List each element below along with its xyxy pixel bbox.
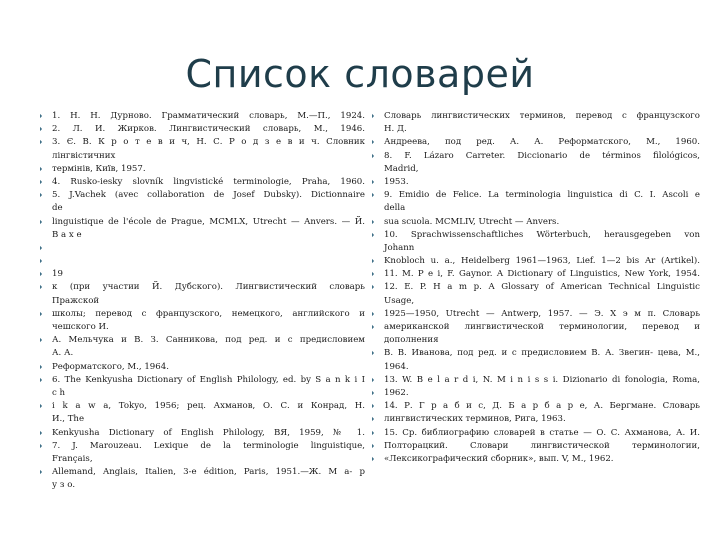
- list-item: [40, 110, 365, 123]
- bullet-icon: [372, 271, 374, 277]
- list-item-text: лингвистических терминов, Рига, 1963.: [384, 414, 566, 425]
- list-item-text: Полторацкий. Словари лингвистической терминологии,: [384, 440, 700, 451]
- list-item: [372, 321, 700, 334]
- list-item: [372, 361, 700, 374]
- bullet-icon: [40, 311, 42, 317]
- bullet-icon: [40, 429, 42, 435]
- bullet-icon: [40, 377, 42, 383]
- list-item-text: Реформатского, М., 1964.: [52, 361, 169, 372]
- list-item-text: Knobloch u. a., Heidelberg 1961—1963, Lief. 1—2 bis Ar (Artikel).: [384, 256, 700, 267]
- list-item-text: 5. J.Vachek (avec collaboration de Josef Dubsky). Dictionnaire: [52, 190, 365, 201]
- list-item-text: к (при участии Й. Дубского). Лингвистический словарь: [52, 282, 365, 293]
- list-item-text: Пражской: [52, 295, 100, 306]
- list-item: [40, 374, 365, 387]
- list-item: [40, 413, 365, 426]
- bullet-icon: [40, 179, 42, 185]
- list-item-text: 2. Л. И. Жирков. Лингвистический словарь, М., 1946.: [52, 124, 365, 135]
- bullet-icon: [372, 324, 374, 330]
- list-item-text: 14. Р. Г р а б и с, Д. Б а р б а р е, А. Бергмане. Словарь: [384, 401, 700, 412]
- list-item: [40, 189, 365, 202]
- list-item-text: 4. Rusko-iesky slovník lingvistické terminologie, Praha, 1960.: [52, 176, 365, 187]
- list-item: [40, 242, 365, 255]
- list-item: [372, 453, 700, 466]
- bullet-icon: [372, 218, 374, 224]
- list-item: [40, 334, 365, 347]
- list-item: [40, 216, 365, 229]
- bullet-icon: [372, 232, 374, 238]
- list-item: [40, 163, 365, 176]
- bullet-icon: [372, 113, 374, 119]
- list-item: [372, 202, 700, 215]
- bullet-icon: [372, 311, 374, 317]
- bullet-icon: [372, 350, 374, 356]
- list-item: [40, 281, 365, 294]
- list-item-text: 1962.: [384, 387, 409, 398]
- list-item-text: c h: [52, 387, 66, 398]
- bullet-icon: [40, 469, 42, 475]
- list-item-text: de: [52, 203, 63, 214]
- bullet-icon: [372, 416, 374, 422]
- list-item: [372, 189, 700, 202]
- list-item-text: Johann: [384, 242, 415, 253]
- list-item: [372, 110, 700, 123]
- list-item-text: Н. Д.: [384, 124, 407, 135]
- list-item: [40, 255, 365, 268]
- bullet-icon: [40, 337, 42, 343]
- list-item-text: 9. Emidio de Felice. La terminologia linguistica di C. I. Ascoli e: [384, 190, 700, 201]
- list-item: [40, 361, 365, 374]
- list-item: [372, 242, 700, 255]
- list-item: [372, 163, 700, 176]
- bullet-icon: [40, 126, 42, 132]
- bullet-icon: [40, 139, 42, 145]
- list-item: [40, 427, 365, 440]
- list-item: [40, 202, 365, 215]
- list-item: [372, 295, 700, 308]
- list-item: [372, 440, 700, 453]
- list-item-text: у з о.: [52, 480, 76, 491]
- list-item-text: школы; перевод с французского, немецкого, английского и: [52, 308, 365, 319]
- list-item: [372, 216, 700, 229]
- list-item-text: della: [384, 203, 406, 214]
- list-item-text: i k a w a, Tokyo, 1956; рец. Ахманов, О. С. и Конрад, Н.: [52, 401, 365, 412]
- list-item-text: B a x e: [52, 229, 82, 240]
- list-item-text: 6. The Kenkyusha Dictionary of English Philology, ed. by S a n k i I: [52, 374, 365, 385]
- list-item: [40, 295, 365, 308]
- list-item-text: 1925—1950, Utrecht — Antwerp, 1957. — Э. Х э м п. Словарь: [384, 308, 700, 319]
- list-item-text: термінів, Київ, 1957.: [52, 163, 146, 174]
- bullet-icon: [372, 139, 374, 145]
- list-item: [372, 374, 700, 387]
- bullet-icon: [40, 258, 42, 264]
- bullet-icon: [40, 443, 42, 449]
- list-item: [40, 321, 365, 334]
- bullet-icon: [372, 258, 374, 264]
- list-item: [40, 268, 365, 281]
- list-item-text: Словарь лингвистических терминов, перевод с французского: [384, 111, 700, 121]
- list-item: [40, 440, 365, 453]
- bullet-icon: [40, 284, 42, 290]
- list-item: [40, 229, 365, 242]
- right-column: [372, 110, 700, 466]
- bullet-icon: [372, 192, 374, 198]
- list-item: [372, 281, 700, 294]
- list-item: [372, 268, 700, 281]
- bullet-icon: [372, 429, 374, 435]
- list-item: [40, 453, 365, 466]
- list-item: [372, 150, 700, 163]
- list-item-text: 1953.: [384, 176, 409, 187]
- list-item-text: «Лексикографический сборник», вып. V, М., 1962.: [384, 453, 614, 464]
- list-item: [372, 400, 700, 413]
- list-item: [372, 308, 700, 321]
- list-item: [372, 255, 700, 268]
- list-item-text: В. В. Иванова, под ред. и с предисловием В. А. Звегин- цева, М.,: [384, 348, 700, 359]
- bullet-icon: [40, 403, 42, 409]
- list-item: [372, 427, 700, 440]
- list-item: [40, 123, 365, 136]
- list-item: [372, 347, 700, 360]
- list-item: [372, 229, 700, 242]
- list-item-text: 7. J. Marouzeau. Lexique de la terminologie linguistique,: [52, 440, 365, 451]
- list-item-text: А. Мельчука и В. З. Санникова, под ред. и с предисловием: [52, 335, 365, 346]
- list-item: [372, 387, 700, 400]
- bullet-icon: [40, 166, 42, 172]
- list-item-text: 1. Н. Н. Дурново. Грамматический словарь, М.—П., 1924.: [52, 111, 365, 121]
- list-item-text: Андреева, под ред. А. А. Реформатского, М., 1960.: [384, 137, 700, 148]
- list-item: [372, 413, 700, 426]
- list-item-text: дополнения: [384, 335, 439, 346]
- bullet-icon: [40, 271, 42, 277]
- list-item-text: Kenkyusha Dictionary of English Philology, ВЯ, 1959, № 1.: [52, 427, 365, 438]
- bullet-icon: [372, 403, 374, 409]
- list-item-text: 10. Sprachwissenschaftliches Wörterbuch, herausgegeben von: [384, 229, 700, 240]
- list-item: [40, 400, 365, 413]
- bullet-icon: [372, 443, 374, 449]
- list-item-text: Français,: [52, 453, 93, 464]
- list-item-text: 12. E. P. H a m p. A Glossary of American Technical Linguistic: [384, 282, 700, 293]
- bullet-icon: [40, 363, 42, 369]
- list-item: [372, 176, 700, 189]
- list-item: [372, 123, 700, 136]
- bullet-icon: [372, 284, 374, 290]
- bullet-icon: [372, 377, 374, 383]
- bullet-icon: [40, 113, 42, 119]
- left-column: [40, 110, 365, 492]
- list-item: [372, 334, 700, 347]
- list-item-text: американской лингвистической терминологии, перевод и: [384, 322, 700, 332]
- bullet-icon: [40, 245, 42, 251]
- bullet-icon: [372, 390, 374, 396]
- list-item: [40, 136, 365, 149]
- list-item-text: А. А.: [52, 348, 74, 359]
- list-item-text: 8. F. Lázaro Carreter. Diccionario de términos filológicos,: [384, 150, 700, 161]
- list-item: [40, 479, 365, 492]
- page-title: Список словарей: [185, 52, 535, 96]
- list-item-text: чешского И.: [52, 322, 109, 332]
- list-item-text: sua scuola. MCMLIV, Utrecht — Anvers.: [384, 216, 560, 227]
- list-item-text: 15. Ср. библиографию словарей в статье — О. С. Ахманова, А. И.: [384, 427, 700, 438]
- list-item-text: 13. W. B e l a r d i, N. M i n i s s i. Dizionario di fonologia, Roma,: [384, 374, 700, 385]
- list-item: [40, 466, 365, 479]
- list-item-text: Allemand, Anglais, Italien, 3-e édition, Paris, 1951.—Ж. М а- р: [52, 467, 365, 478]
- bullet-icon: [372, 152, 374, 158]
- list-item-text: Usage,: [384, 295, 415, 306]
- list-item-text: 3. Є. В. К р о т е в и ч, Н. С. Р о д з е в и ч. Словник: [52, 137, 365, 148]
- list-item: [372, 136, 700, 149]
- list-item-text: 19: [52, 269, 63, 280]
- list-item: [40, 387, 365, 400]
- list-item-text: Madrid,: [384, 163, 419, 174]
- list-item-text: 1964.: [384, 361, 409, 372]
- list-item: [40, 176, 365, 189]
- bullet-icon: [40, 218, 42, 224]
- bullet-icon: [372, 456, 374, 462]
- list-item-text: 11. M. P e i, F. Gaynor. A Dictionary of Linguistics, New York, 1954.: [384, 269, 700, 280]
- list-item: [40, 308, 365, 321]
- bullet-icon: [372, 179, 374, 185]
- list-item-text: И., The: [52, 414, 85, 425]
- bullet-icon: [40, 192, 42, 198]
- list-item-text: linguistique de l'école de Prague, MCMLX, Utrecht — Anvers. — Й.: [52, 216, 365, 227]
- list-item-text: лінгвістичних: [52, 150, 116, 161]
- list-item: [40, 150, 365, 163]
- list-item: [40, 347, 365, 360]
